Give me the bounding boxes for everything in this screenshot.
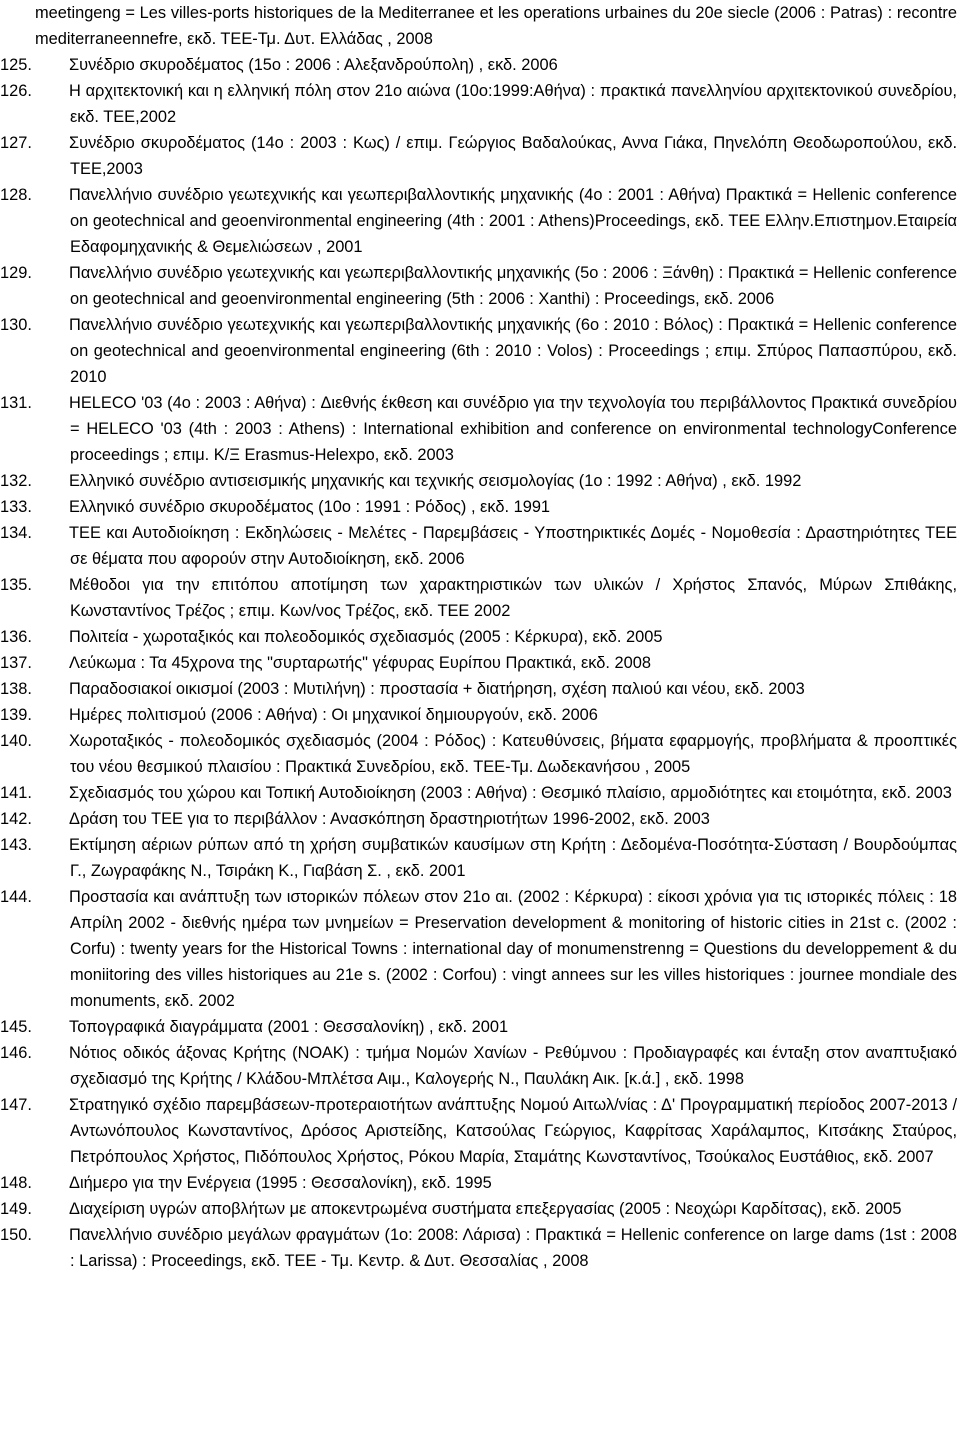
entry-number: 136. <box>0 628 32 646</box>
list-item <box>0 572 957 624</box>
entry-text: Πανελλήνιο συνέδριο γεωτεχνικής και γεωπεριβαλλοντικής μηχανικής (5ο : 2006 : Ξάνθη) : Πρακτικά = Hellenic conference on geotechnical and geoenvironmental engineering (5th : 2006 : Xanthi) : Proceedings, εκδ. 2006 <box>69 264 957 308</box>
entry-number: 149. <box>0 1200 32 1218</box>
list-item <box>0 1040 957 1092</box>
entry-text: Πανελλήνιο συνέδριο γεωτεχνικής και γεωπεριβαλλοντικής μηχανικής (6ο : 2010 : Βόλος) : Πρακτικά = Hellenic conference on geotechnical and geoenvironmental engineering (6th : 2010 : Volos) : Proceedings ; επιμ. Σπύρος Παπασπύρου, εκδ. 2010 <box>69 316 957 386</box>
entry-text: Διήμερο για την Ενέργεια (1995 : Θεσσαλονίκη), εκδ. 1995 <box>69 1174 492 1192</box>
entry-number: 140. <box>0 732 32 750</box>
list-item <box>0 1092 957 1170</box>
list-item <box>0 1196 957 1222</box>
entry-text: Παραδοσιακοί οικισμοί (2003 : Μυτιλήνη) : προστασία + διατήρηση, σχέση παλιού και νέου, εκδ. 2003 <box>69 680 805 698</box>
list-item <box>0 1222 957 1274</box>
entry-text: ΤΕΕ και Αυτοδιοίκηση : Εκδηλώσεις - Μελέτες - Παρεμβάσεις - Υποστηρικτικές Δομές - Νομοθεσία : Δραστηριότητες ΤΕΕ σε θέματα που αφορούν στην Αυτοδιοίκηση, εκδ. 2006 <box>69 524 957 568</box>
list-item <box>0 520 957 572</box>
entry-text: Συνέδριο σκυροδέματος (15ο : 2006 : Αλεξανδρούπολη) , εκδ. 2006 <box>69 56 558 74</box>
entry-number: 133. <box>0 498 32 516</box>
list-item <box>0 78 957 130</box>
entry-text: Στρατηγικό σχέδιο παρεμβάσεων-προτεραιοτήτων ανάπτυξης Νομού Αιτωλ/νίας : Δ' Προγραμματική περίοδος 2007-2013 / Αντωνόπουλος Κωνσταντίνος, Δρόσος Αριστείδης, Κατσούλας Γεώργιος, Καφρίτσας Χαράλαμπος, Κιτσάκης Σταύρος, Πετρόπουλος Χρήστος, Πιδόπουλος Χρήστος, Ρόκου Μαρία, Σταμάτης Κωνσταντίνος, Τσούκαλος Ευστάθιος, εκδ. 2007 <box>69 1096 957 1166</box>
entry-text: HELECO '03 (4ο : 2003 : Αθήνα) : Διεθνής έκθεση και συνέδριο για την τεχνολογία του περιβάλλοντος Πρακτικά συνεδρίου = HELECO '03 (4th : 2003 : Athens) : International exhibition and conference on environmental technologyConference proceedings ; επιμ. Κ/Ξ Erasmus-Helexpo, εκδ. 2003 <box>69 394 957 464</box>
list-item <box>0 884 957 1014</box>
entry-number: 126. <box>0 82 32 100</box>
list-item <box>0 468 957 494</box>
entry-text: Προστασία και ανάπτυξη των ιστορικών πόλεων στον 21ο αι. (2002 : Κέρκυρα) : είκοσι χρόνια για τις ιστορικές πόλεις : 18 Απρίλη 2002 - διεθνής ημέρα των μνημείων = Preservation development & monitoring of historic cities in 21st c. (2002 : Corfu) : twenty years for the Historical Towns : international day of monumenstrenng = Questions du developpement & du moniitoring des villes historiques au 21e s. (2002 : Corfou) : vingt annees sur les villes historiques : journee mondiale des monuments, εκδ. 2002 <box>69 888 957 1010</box>
entry-number: 127. <box>0 134 32 152</box>
list-item <box>0 650 957 676</box>
entry-number: 144. <box>0 888 32 906</box>
entry-number: 138. <box>0 680 32 698</box>
list-item <box>0 390 957 468</box>
list-item <box>0 312 957 390</box>
list-item <box>0 780 957 806</box>
entry-number: 130. <box>0 316 32 334</box>
entry-number: 142. <box>0 810 32 828</box>
entry-number: 150. <box>0 1226 32 1244</box>
entry-number: 132. <box>0 472 32 490</box>
entry-text: Δράση του ΤΕΕ για το περιβάλλον : Ανασκόπηση δραστηριοτήτων 1996-2002, εκδ. 2003 <box>69 810 710 828</box>
entry-number: 146. <box>0 1044 32 1062</box>
list-item <box>0 728 957 780</box>
entry-text: Πανελλήνιο συνέδριο μεγάλων φραγμάτων (1ο: 2008: Λάρισα) : Πρακτικά = Hellenic conference on large dams (1st : 2008 : Larissa) : Proceedings, εκδ. ΤΕΕ - Τμ. Κεντρ. & Δυτ. Θεσσαλίας , 2008 <box>69 1226 957 1270</box>
entry-number: 147. <box>0 1096 32 1114</box>
entry-text: Εκτίμηση αέριων ρύπων από τη χρήση συμβατικών καυσίμων στη Κρήτη : Δεδομένα-Ποσότητα-Σύσταση / Βουρδούμπας Γ., Ζωγραφάκης Ν., Τσιράκη Κ., Γιαβάση Σ. , εκδ. 2001 <box>69 836 957 880</box>
entry-number: 139. <box>0 706 32 724</box>
list-item <box>0 832 957 884</box>
entry-number: 137. <box>0 654 32 672</box>
entry-text: Μέθοδοι για την επιτόπου αποτίμηση των χαρακτηριστικών των υλικών / Χρήστος Σπανός, Μύρων Σπιθάκης, Κωνσταντίνος Τρέζος ; επιμ. Κων/νος Τρέζος, εκδ. ΤΕΕ 2002 <box>69 576 957 620</box>
entry-number: 125. <box>0 56 32 74</box>
list-item <box>0 1170 957 1196</box>
entry-text: Σχεδιασμός του χώρου και Τοπική Αυτοδιοίκηση (2003 : Αθήνα) : Θεσμικό πλαίσιο, αρμοδιότητες και ετοιμότητα, εκδ. 2003 <box>69 784 952 802</box>
list-item <box>0 806 957 832</box>
list-item <box>0 260 957 312</box>
list-item <box>0 1014 957 1040</box>
intro-block <box>0 0 957 52</box>
entry-number: 135. <box>0 576 32 594</box>
entry-text: Πολιτεία - χωροταξικός και πολεοδομικός σχεδιασμός (2005 : Κέρκυρα), εκδ. 2005 <box>69 628 663 646</box>
bibliography-list <box>0 52 957 1274</box>
entry-text: Διαχείριση υγρών αποβλήτων με αποκεντρωμένα συστήματα επεξεργασίας (2005 : Νεοχώρι Καρδίτσας), εκδ. 2005 <box>69 1200 902 1218</box>
entry-text: Ελληνικό συνέδριο σκυροδέματος (10ο : 1991 : Ρόδος) , εκδ. 1991 <box>69 498 551 516</box>
entry-text: Η αρχιτεκτονική και η ελληνική πόλη στον 21ο αιώνα (10ο:1999:Αθήνα) : πρακτικά πανελληνίου αρχιτεκτονικού συνεδρίου, εκδ. ΤΕΕ,2002 <box>69 82 957 126</box>
list-item <box>0 494 957 520</box>
entry-number: 129. <box>0 264 32 282</box>
entry-text: Ελληνικό συνέδριο αντισεισμικής μηχανικής και τεχνικής σεισμολογίας (1ο : 1992 : Αθήνα) , εκδ. 1992 <box>69 472 802 490</box>
intro-continuation: meetingeng = Les villes-ports historiques de la Mediterranee et les operations urbaines du 20e siecle (2006 : Patras) : recontre mediterraneennefre, εκδ. ΤΕΕ-Τμ. Δυτ. Ελλάδας , 2008 <box>35 4 957 48</box>
entry-number: 128. <box>0 186 32 204</box>
entry-text: Τοπογραφικά διαγράμματα (2001 : Θεσσαλονίκη) , εκδ. 2001 <box>69 1018 509 1036</box>
entry-text: Λεύκωμα : Τα 45χρονα της "συρταρωτής" γέφυρας Ευρίπου Πρακτικά, εκδ. 2008 <box>69 654 651 672</box>
entry-number: 143. <box>0 836 32 854</box>
entry-number: 134. <box>0 524 32 542</box>
list-item <box>0 676 957 702</box>
entry-text: Χωροταξικός - πολεοδομικός σχεδιασμός (2004 : Ρόδος) : Κατευθύνσεις, βήματα εφαρμογής, προβλήματα & προοπτικές του νέου θεσμικού πλαισίου : Πρακτικά Συνεδρίου, εκδ. ΤΕΕ-Τμ. Δωδεκανήσου , 2005 <box>69 732 957 776</box>
entry-number: 145. <box>0 1018 32 1036</box>
list-item <box>0 182 957 260</box>
list-item <box>0 130 957 182</box>
list-item <box>0 624 957 650</box>
entry-text: Πανελλήνιο συνέδριο γεωτεχνικής και γεωπεριβαλλοντικής μηχανικής (4ο : 2001 : Αθήνα) Πρακτικά = Hellenic conference on geotechnical and geoenvironmental engineering (4th : 2001 : Athens)Proceedings, εκδ. ΤΕΕ Ελλην.Επιστημον.Εταιρεία Εδαφομηχανικής & Θεμελιώσεων , 2001 <box>69 186 957 256</box>
list-item <box>0 52 957 78</box>
entry-number: 131. <box>0 394 32 412</box>
entry-number: 141. <box>0 784 32 802</box>
entry-text: Ημέρες πολιτισμού (2006 : Αθήνα) : Οι μηχανικοί δημιουργούν, εκδ. 2006 <box>69 706 598 724</box>
entry-text: Συνέδριο σκυροδέματος (14ο : 2003 : Κως) / επιμ. Γεώργιος Βαδαλούκας, Αννα Γιάκα, Πηνελόπη Θεοδωροπούλου, εκδ. ΤΕΕ,2003 <box>69 134 957 178</box>
entry-number: 148. <box>0 1174 32 1192</box>
entry-text: Νότιος οδικός άξονας Κρήτης (ΝΟΑΚ) : τμήμα Νομών Χανίων - Ρεθύμνου : Προδιαγραφές και ένταξη στον αναπτυξιακό σχεδιασμό της Κρήτης / Κλάδου-Μπλέτσα Αιμ., Καλογερής Ν., Παυλάκη Αικ. [κ.ά.] , εκδ. 1998 <box>69 1044 957 1088</box>
list-item <box>0 702 957 728</box>
